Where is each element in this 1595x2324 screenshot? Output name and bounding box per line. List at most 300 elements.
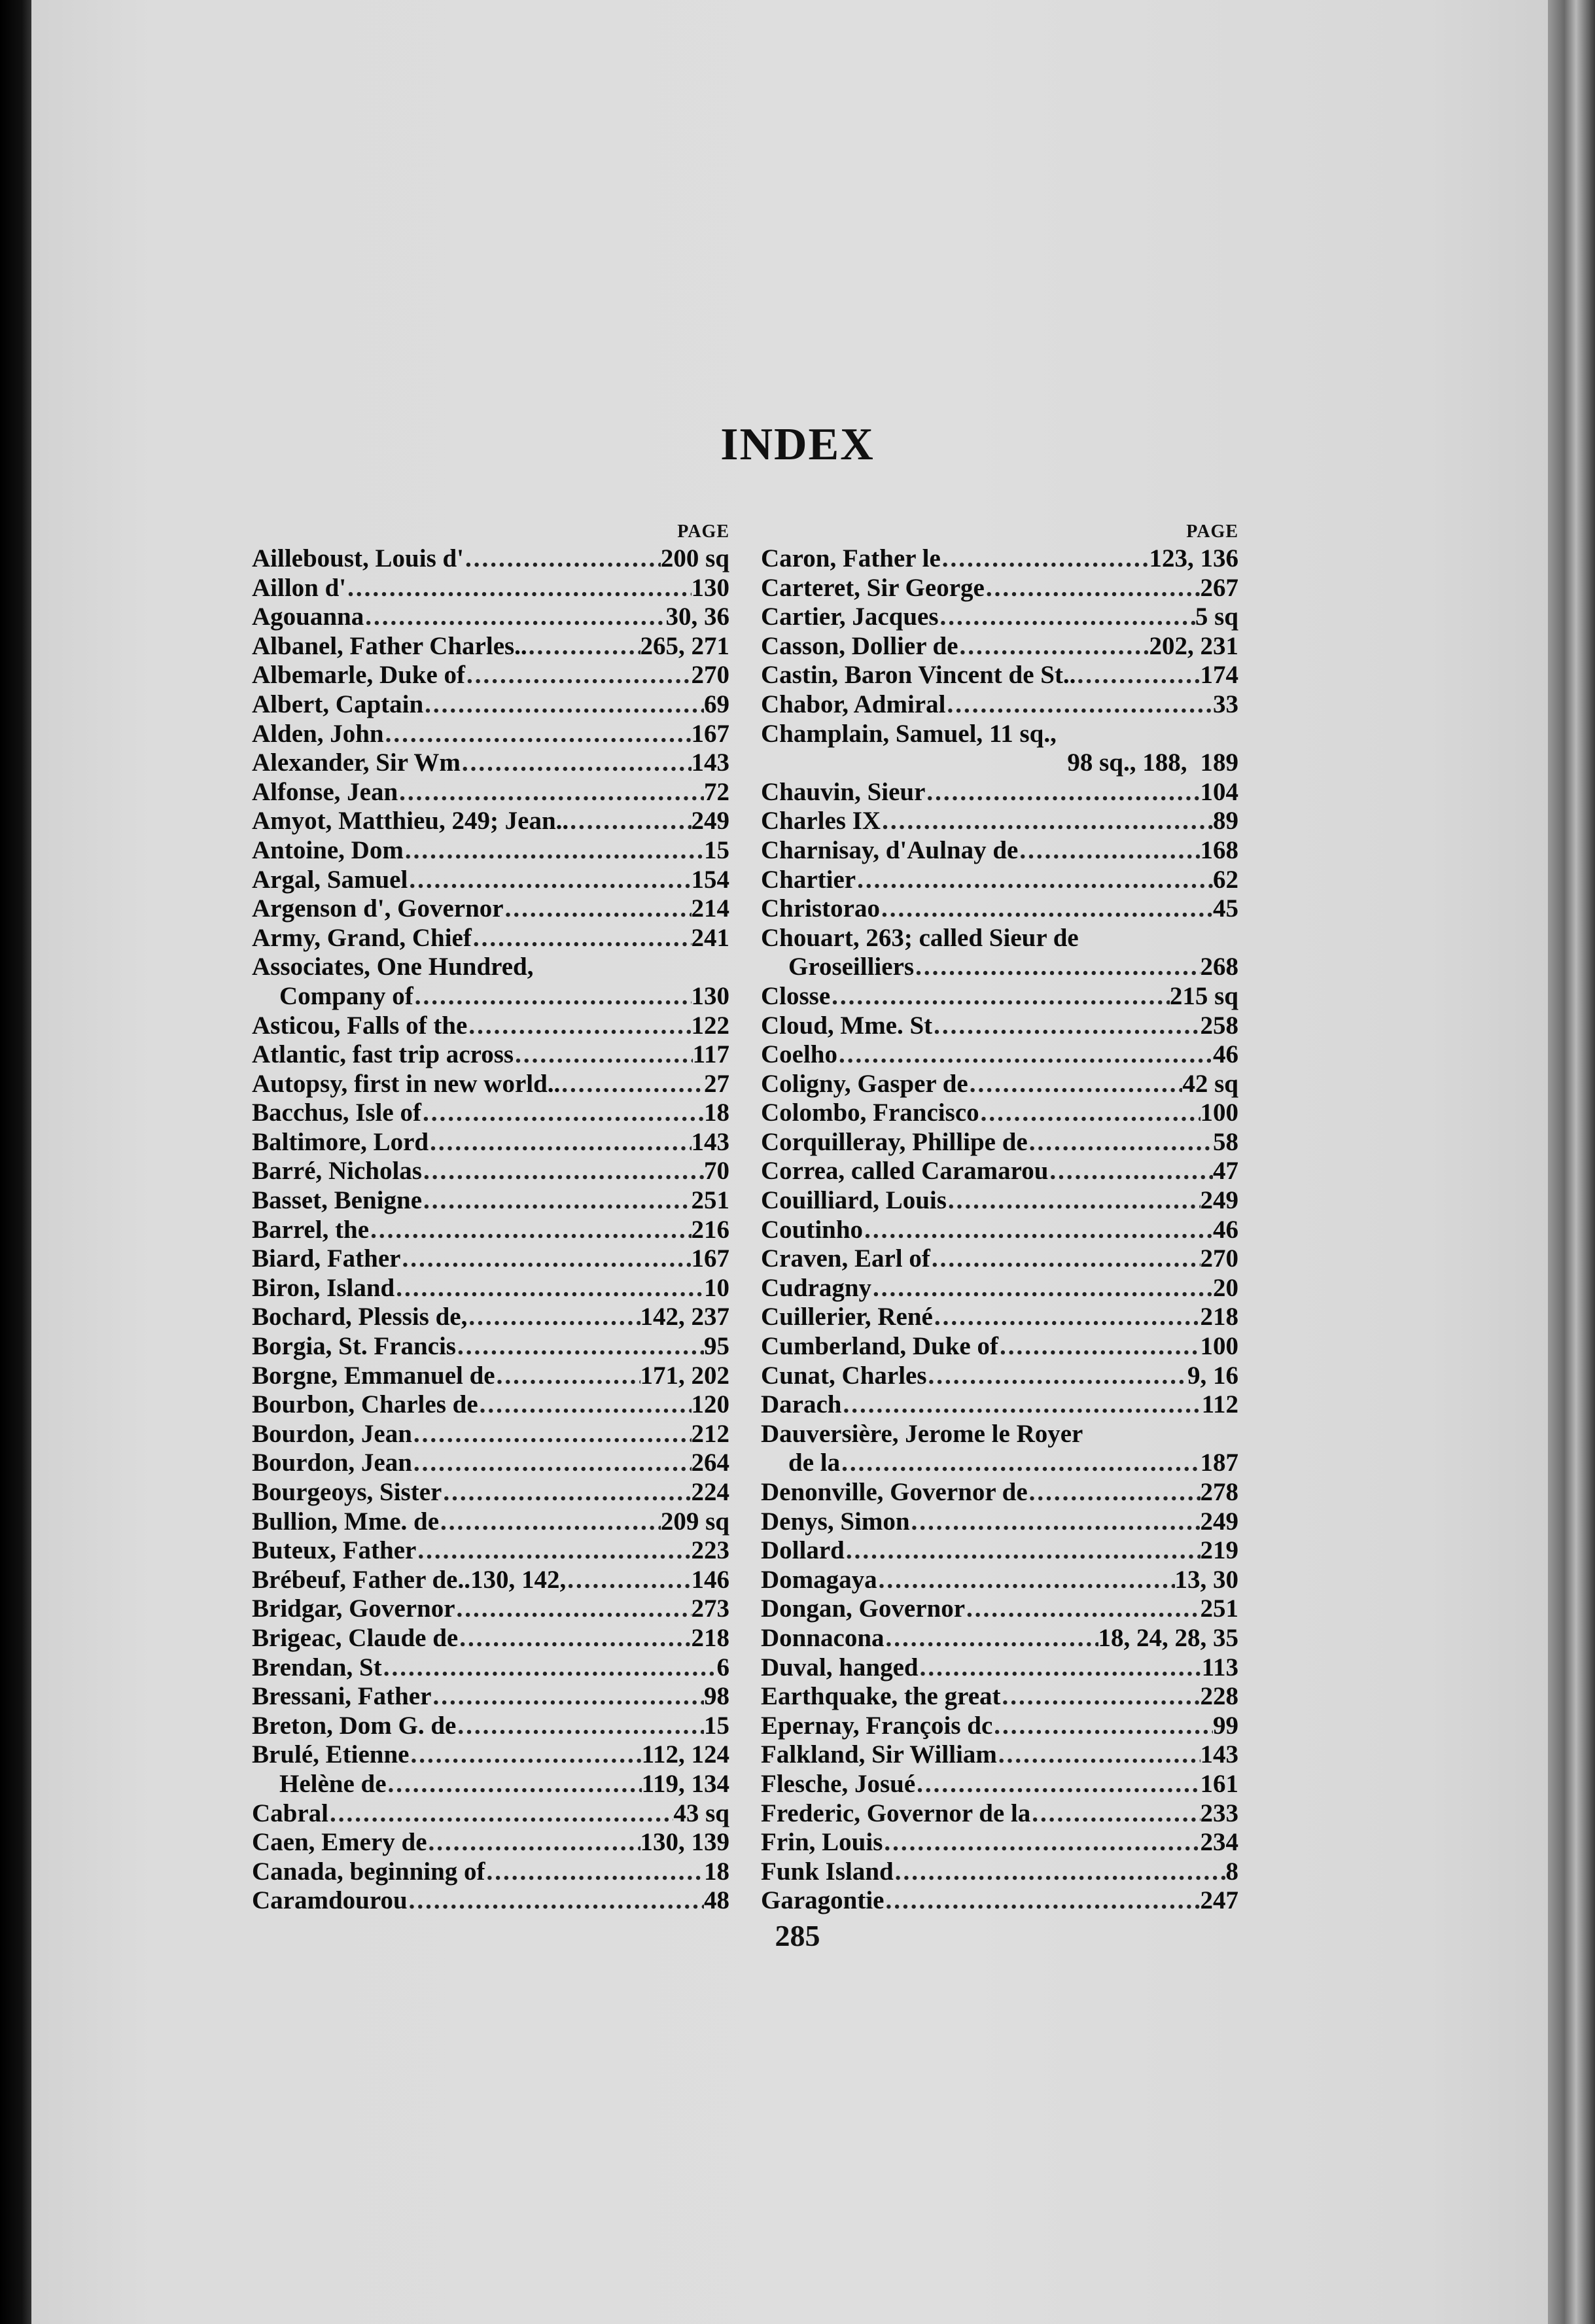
entry-page: 154 [691,865,729,894]
entry-name: Champlain, Samuel, 11 sq., [761,719,1057,748]
entry-name: Frin, Louis [761,1828,883,1857]
index-entry [252,748,729,778]
entry-page: 70 [704,1157,729,1186]
leader-dots [998,1332,1201,1362]
entry-name: Couilliard, Louis [761,1186,947,1215]
index-entry [252,1712,729,1741]
entry-page: 46 [1213,1040,1238,1069]
entry-page: 27 [704,1069,729,1098]
entry-page: 130, 139 [640,1828,729,1857]
entry-page: 18, 24, 28, 35 [1098,1623,1238,1652]
entry-page: 258 [1200,1011,1238,1040]
entry-page: 143 [691,748,729,777]
entry-name: Basset, Benigne [252,1186,423,1215]
index-entry [761,1390,1238,1420]
entry-name: Albemarle, Duke of [252,661,466,690]
index-entry [252,574,729,603]
entry-page: 46 [1213,1215,1238,1244]
entry-name: Borgia, St. Francis [252,1332,456,1361]
index-entry [761,1770,1238,1799]
entry-page: 278 [1200,1478,1238,1506]
leader-dots [840,1449,1200,1478]
index-entry [761,661,1238,690]
leader-dots [947,1186,1201,1216]
index-entry [761,603,1238,632]
entry-page: 15 [704,836,729,864]
entry-name: Correa, called Caramarou [761,1157,1049,1186]
index-entries-left [252,544,729,1916]
leader-dots [456,1332,704,1362]
entry-page: 270 [1200,1244,1238,1273]
entry-page: 10 [704,1273,729,1302]
index-entry [761,924,1238,953]
leader-dots [527,632,640,661]
leader-dots [997,1740,1201,1770]
entry-name: Bridgar, Governor [252,1594,455,1623]
leader-dots [871,1274,1213,1303]
leader-dots [945,690,1213,720]
entry-page: 146 [691,1565,729,1594]
entry-page: 45 [1213,894,1238,923]
entry-page: 167 [691,1244,729,1273]
page-edge [1548,0,1595,2324]
index-entry [761,544,1238,574]
entry-name: Caen, Emery de [252,1828,427,1857]
index-entry [761,778,1238,807]
leader-dots [431,1682,704,1712]
leader-dots [1028,1128,1213,1157]
leader-dots [461,748,692,778]
entry-page: 218 [691,1623,729,1652]
leader-dots [364,603,665,632]
entry-name: Falkland, Sir William [761,1740,997,1769]
entry-name: Chartier [761,865,856,894]
entry-page: 234 [1200,1828,1238,1857]
index-entry [252,1740,729,1770]
entry-page: 6 [716,1653,729,1681]
entry-page: 228 [1200,1682,1238,1711]
index-entry [252,1128,729,1157]
leader-dots [442,1478,691,1507]
leader-dots [467,1303,640,1332]
index-entry [252,1390,729,1420]
leader-dots [863,1216,1213,1245]
leader-dots [346,574,691,603]
leader-dots [927,1362,1187,1391]
index-entry [252,1244,729,1274]
index-entry [252,1799,729,1829]
index-entry [761,1303,1238,1332]
entry-page: 143 [1200,1740,1238,1769]
entry-name: Groseilliers [788,953,915,981]
index-entry [252,544,729,574]
index-entry [761,1653,1238,1683]
leader-dots [566,1566,691,1595]
entry-name: Cabral [252,1799,328,1827]
leader-dots [845,1536,1201,1566]
entry-name: Antoine, Dom [252,836,404,864]
entry-name: Closse [761,981,831,1010]
entry-page: 219 [1200,1536,1238,1565]
entry-page: 267 [1200,573,1238,602]
index-entry [761,1828,1238,1857]
entry-name: Epernay, François dc [761,1711,993,1740]
index-entry [761,1449,1238,1478]
index-entry [252,1536,729,1566]
entry-page: 20 [1213,1273,1238,1302]
leader-dots [458,1624,691,1653]
leader-dots [930,1244,1201,1274]
entry-name: Asticou, Falls of the [252,1011,468,1040]
entry-page: 119, 134 [641,1769,729,1798]
index-entry [252,661,729,690]
entry-page: 130 [691,573,729,602]
index-entry [761,953,1238,982]
index-entry [761,1478,1238,1507]
index-entry [761,748,1238,778]
entry-name: Ailleboust, Louis d' [252,544,464,572]
entry-name: Alden, John [252,719,384,748]
index-entry [761,1566,1238,1595]
index-entry [761,1012,1238,1041]
entry-page: 215 sq [1169,981,1238,1010]
index-entry [761,1712,1238,1741]
entry-name: Albanel, Father Charles.. [252,631,527,660]
entry-name: Bullion, Mme. de [252,1507,440,1536]
entry-name: Brulé, Etienne [252,1740,410,1769]
entry-name: Corquilleray, Phillipe de [761,1127,1028,1156]
index-entry [252,690,729,720]
entry-page: 251 [691,1186,729,1215]
entry-name: Biard, Father [252,1244,401,1273]
entry-name: Craven, Earl of [761,1244,930,1273]
index-entry [761,982,1238,1012]
leader-dots [884,1886,1200,1916]
index-entry [252,1449,729,1478]
leader-dots [412,1420,692,1449]
leader-dots [410,1740,642,1770]
index-entry [252,1507,729,1537]
entry-name: Autopsy, first in new world.. [252,1069,561,1098]
entry-page: 33 [1213,690,1238,718]
entry-page: 200 sq [660,544,729,572]
entry-page: 187 [1200,1449,1238,1477]
leader-dots [467,1012,691,1041]
entry-page: 161 [1200,1769,1238,1798]
index-entry [761,836,1238,866]
entry-name: Argenson d', Governor [252,894,504,923]
entry-page: 273 [691,1594,729,1623]
entry-page: 42 sq [1182,1069,1238,1098]
entry-name: Funk Island [761,1857,894,1886]
leader-dots [382,1653,717,1683]
entry-name: Denonville, Governor de [761,1478,1028,1506]
leader-dots [422,1157,704,1186]
entry-name: Cunat, Charles [761,1361,927,1390]
entry-name: Dongan, Governor [761,1594,965,1623]
index-entry [252,1099,729,1128]
entry-name: Charnisay, d'Aulnay de [761,836,1019,864]
entry-name: Chouart, 263; called Sieur de [761,923,1079,952]
page-column-header: PAGE [677,521,729,542]
leader-dots [910,1507,1201,1537]
entry-name: Coelho [761,1040,837,1069]
leader-dots [1028,1478,1201,1507]
page-column-header: PAGE [1186,521,1238,542]
leader-dots [423,690,704,720]
entry-name: Bourdon, Jean [252,1419,412,1448]
leader-dots [941,544,1149,574]
entry-page: 214 [691,894,729,923]
entry-page: 72 [704,777,729,806]
leader-dots [958,632,1149,661]
entry-page: 223 [691,1536,729,1565]
leader-dots [915,1770,1200,1799]
index-entry [252,1186,729,1216]
index-column-left [252,519,729,1916]
entry-name: Colombo, Francisco [761,1099,979,1127]
index-entry [761,866,1238,895]
index-entry [252,1420,729,1449]
leader-dots [394,1274,704,1303]
entry-name: Barrel, the [252,1215,370,1244]
entry-name: Buteux, Father [252,1536,417,1565]
index-entry [761,1799,1238,1829]
entry-name: Baltimore, Lord [252,1127,429,1156]
entry-name: Bourgeoys, Sister [252,1478,442,1506]
entry-name: Bochard, Plessis de, [252,1303,468,1331]
leader-dots [429,1128,691,1157]
leader-dots [992,1712,1213,1741]
index-entry [252,1653,729,1683]
leader-dots [514,1040,693,1070]
entry-name: Agouanna [252,603,364,631]
entry-page: 120 [691,1390,729,1419]
index-entry [252,1857,729,1887]
index-entry [761,1186,1238,1216]
index-entry [761,1624,1238,1653]
entry-page: 13, 30 [1174,1565,1238,1594]
entry-name: Garagontie [761,1886,885,1915]
entry-name: Flesche, Josué [761,1769,916,1798]
entry-name: Carteret, Sir George [761,573,985,602]
entry-page: 30, 36 [665,603,729,631]
leader-dots [412,1449,692,1478]
entry-page: 168 [1200,836,1238,864]
leader-dots [1018,836,1200,866]
leader-dots [919,1653,1202,1683]
index-entry [252,1682,729,1712]
entry-name: Atlantic, fast trip across [252,1040,514,1069]
leader-dots [933,1303,1201,1332]
leader-dots [883,1828,1200,1857]
entry-name: de la [788,1449,841,1477]
entry-page: 265, 271 [640,631,729,660]
entry-name: Caramdourou [252,1886,408,1915]
entry-name: Bacchus, Isle of [252,1099,421,1127]
entry-page: 89 [1213,807,1238,836]
entry-page: 112, 124 [641,1740,729,1769]
entry-page: 62 [1213,865,1238,894]
index-entry [252,924,729,953]
index-entry [761,1420,1238,1449]
entry-name: Brébeuf, Father de..130, 142, [252,1565,567,1594]
entry-page: 113 [1201,1653,1238,1681]
entry-page: 69 [704,690,729,718]
entry-name: Borgne, Emmanuel de [252,1361,495,1390]
entry-name: Darach [761,1390,842,1419]
index-entry [761,1216,1238,1245]
leader-dots [495,1362,640,1391]
index-entry [252,1478,729,1507]
leader-dots [965,1594,1201,1624]
leader-dots [856,866,1213,895]
entry-page: 247 [1200,1886,1238,1915]
entry-page: 249 [691,807,729,836]
entry-name: Brigeac, Claude de [252,1623,459,1652]
leader-dots [455,1594,692,1624]
index-entry [761,1070,1238,1099]
index-entry [761,574,1238,603]
index-entry [761,894,1238,924]
leader-dots [413,982,692,1012]
leader-dots [465,661,691,690]
entry-page: 212 [691,1419,729,1448]
leader-dots [1001,1682,1201,1712]
entry-page: 18 [704,1099,729,1127]
index-entry [761,1332,1238,1362]
index-entry [252,1362,729,1391]
entry-name: Biron, Island [252,1273,395,1302]
index-entry [761,1682,1238,1712]
index-entry [252,1303,729,1332]
index-entry [761,1157,1238,1186]
index-entry [252,1012,729,1041]
entry-name: Bourbon, Charles de [252,1390,478,1419]
entry-name: Denys, Simon [761,1507,910,1536]
leader-dots [485,1857,704,1887]
index-entry [761,720,1238,749]
leader-dots [408,1886,704,1916]
entry-page: 171, 202 [640,1361,729,1390]
index-entry [252,1886,729,1916]
index-entry [252,1274,729,1303]
entry-page: 241 [691,923,729,952]
leader-dots [979,1099,1201,1128]
entry-page: 189 [1200,748,1238,777]
page-number: 285 [775,1919,820,1952]
index-entry [252,1566,729,1595]
leader-dots [478,1390,692,1420]
leader-dots [387,1770,642,1799]
entry-name: Alexander, Sir Wm [252,748,461,777]
index-entry [761,1740,1238,1770]
index-entry [252,1624,729,1653]
entry-page: 9, 16 [1187,1361,1238,1390]
index-entry [252,632,729,661]
entry-name: Casson, Dollier de [761,631,958,660]
entry-name: Coutinho [761,1215,864,1244]
index-entry [252,866,729,895]
entry-page: 249 [1200,1186,1238,1215]
leader-dots [877,1566,1175,1595]
entry-page: 268 [1200,953,1238,981]
leader-dots [1030,1799,1200,1829]
index-entry [252,1828,729,1857]
leader-dots [939,603,1195,632]
leader-dots [841,1390,1201,1420]
leader-dots [408,866,691,895]
index-entry [252,1216,729,1245]
entry-name: Frederic, Governor de la [761,1799,1031,1827]
leader-dots [560,1070,704,1099]
entry-page: 43 sq [673,1799,729,1827]
index-entry [761,690,1238,720]
index-entry [761,1507,1238,1537]
entry-name: Duval, hanged [761,1653,919,1681]
entry-page: 117 [692,1040,729,1069]
entry-name: Associates, One Hundred, [252,953,534,981]
entry-page: 95 [704,1332,729,1361]
entry-name: Earthquake, the great [761,1682,1001,1711]
entry-name: Cuillerier, René [761,1303,933,1331]
entry-page: 5 sq [1195,603,1238,631]
leader-dots [400,1244,691,1274]
entry-page: 130 [691,981,729,1010]
index-entry [252,807,729,836]
index-entry [252,603,729,632]
leader-dots [985,574,1201,603]
entry-page: 142, 237 [640,1303,729,1331]
leader-dots [569,807,691,836]
leader-dots [427,1828,640,1857]
index-entry [761,1886,1238,1916]
entry-name: Chauvin, Sieur [761,777,926,806]
entry-page: 143 [691,1127,729,1156]
leader-dots [439,1507,661,1537]
entry-name: Army, Grand, Chief [252,923,472,952]
entry-name: Donnacona [761,1623,885,1652]
entry-name: Caron, Father le [761,544,941,572]
entry-name: Cloud, Mme. St [761,1011,933,1040]
leader-dots [328,1799,673,1829]
entry-page: 112 [1201,1390,1238,1419]
leader-dots [830,982,1170,1012]
entry-name: Cumberland, Duke of [761,1332,998,1361]
index-entry [252,982,729,1012]
entry-name: Domagaya [761,1565,877,1594]
entry-name: Alfonse, Jean [252,777,398,806]
index-entry [761,1362,1238,1391]
leader-dots [894,1857,1226,1887]
entry-name: Christorao [761,894,880,923]
index-entry [761,1244,1238,1274]
leader-dots [398,778,704,807]
leader-dots [837,1040,1213,1070]
entry-page: 99 [1213,1711,1238,1740]
entry-name: Aillon d' [252,573,347,602]
entry-page: 251 [1200,1594,1238,1623]
leader-dots [456,1712,704,1741]
leader-dots [464,544,661,574]
index-entry [252,953,729,982]
index-entry [252,836,729,866]
leader-dots [1076,661,1200,690]
leader-dots [416,1536,691,1566]
entry-page: 15 [704,1711,729,1740]
leader-dots [881,807,1213,836]
scan-left-shadow [0,0,31,2324]
